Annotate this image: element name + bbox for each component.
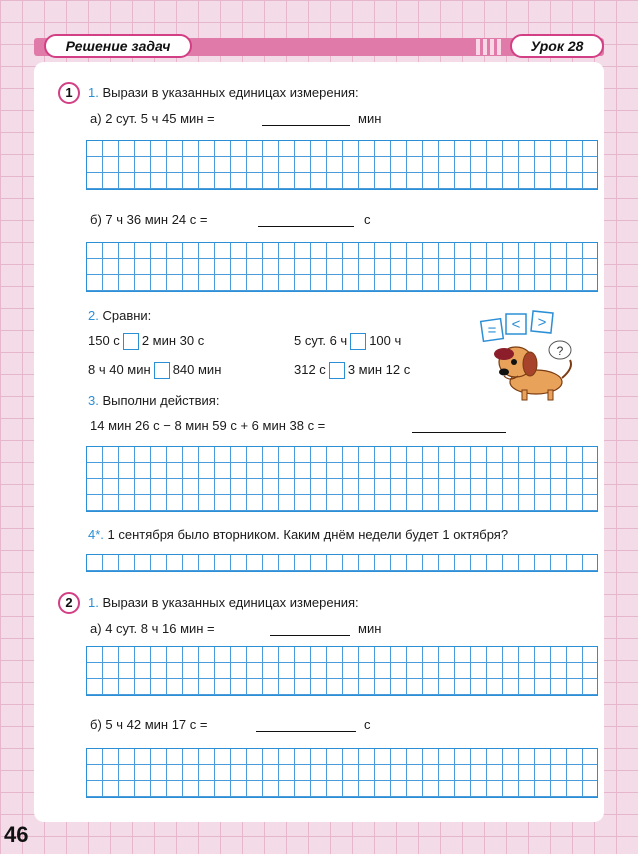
answer-blank[interactable] — [262, 124, 350, 126]
unit: мин — [358, 621, 382, 636]
compare-left: 312 с — [294, 362, 326, 377]
task-text: Сравни: — [102, 308, 152, 323]
compare-box[interactable] — [123, 333, 139, 350]
section-title: Решение задач — [44, 34, 192, 58]
page-number: 46 — [4, 822, 29, 847]
task1a — [90, 621, 215, 637]
sign-less: < — [511, 316, 521, 333]
expression: 5 ч 42 мин 17 с = — [105, 717, 208, 732]
task-number: 1. — [88, 85, 99, 100]
answer-grid[interactable] — [86, 242, 598, 292]
lesson-title: Урок 28 — [510, 34, 604, 58]
task-number: 2. — [88, 308, 99, 323]
sign-greater: > — [537, 314, 547, 331]
answer-grid[interactable] — [86, 140, 598, 190]
block-marker-2: 2 — [58, 592, 80, 614]
task3-heading — [88, 393, 219, 409]
item-label: а) — [90, 111, 102, 126]
task-number: 4*. — [88, 527, 104, 542]
answer-grid[interactable] — [86, 446, 598, 512]
compare-left: 5 сут. 6 ч — [294, 333, 348, 348]
task4 — [88, 527, 508, 543]
compare-right: 2 мин 30 с — [141, 333, 205, 348]
expression: 2 сут. 5 ч 45 мин = — [105, 111, 215, 126]
task-text: Выполни действия: — [102, 393, 220, 408]
task-text: Вырази в указанных единицах измерения: — [102, 595, 359, 610]
task1-heading — [88, 85, 359, 101]
expression: 4 сут. 8 ч 16 мин = — [105, 621, 215, 636]
task1a — [90, 111, 215, 127]
task1b — [90, 717, 207, 733]
item-label: б) — [90, 717, 102, 732]
compare-right: 840 мин — [172, 362, 222, 377]
task1b — [90, 212, 207, 228]
svg-text:?: ? — [556, 344, 564, 358]
task3-expression: 14 мин 26 с − 8 мин 59 с + 6 мин 38 с = — [90, 418, 326, 433]
answer-blank[interactable] — [258, 225, 354, 227]
compare-right: 3 мин 12 с — [347, 362, 411, 377]
compare-row — [294, 333, 401, 350]
item-label: а) — [90, 621, 102, 636]
task-number: 3. — [88, 393, 99, 408]
compare-row — [88, 333, 204, 350]
task-text: 1 сентября было вторником. Каким днём недели будет 1 октября? — [107, 527, 509, 542]
task-text: Вырази в указанных единицах измерения: — [102, 85, 359, 100]
answer-grid[interactable] — [86, 646, 598, 696]
sign-equal: = — [487, 322, 497, 339]
puppy-thinking-icon — [474, 306, 584, 406]
compare-box[interactable] — [154, 362, 170, 379]
unit: с — [364, 717, 371, 732]
unit: мин — [358, 111, 382, 126]
compare-box[interactable] — [350, 333, 366, 350]
compare-left: 150 с — [88, 333, 120, 348]
answer-blank[interactable] — [412, 431, 506, 433]
task-number: 1. — [88, 595, 99, 610]
item-label: б) — [90, 212, 102, 227]
header-stripes — [476, 39, 501, 55]
answer-grid[interactable] — [86, 554, 598, 572]
compare-left: 8 ч 40 мин — [88, 362, 151, 377]
block-marker-1: 1 — [58, 82, 80, 104]
answer-blank[interactable] — [270, 634, 350, 636]
answer-grid[interactable] — [86, 748, 598, 798]
answer-blank[interactable] — [256, 730, 356, 732]
unit: с — [364, 212, 371, 227]
task2-heading — [88, 308, 151, 324]
compare-row — [294, 362, 410, 379]
compare-box[interactable] — [329, 362, 345, 379]
compare-right: 100 ч — [369, 333, 402, 348]
compare-row — [88, 362, 221, 379]
task1-heading — [88, 595, 359, 611]
expression: 7 ч 36 мин 24 с = — [105, 212, 208, 227]
